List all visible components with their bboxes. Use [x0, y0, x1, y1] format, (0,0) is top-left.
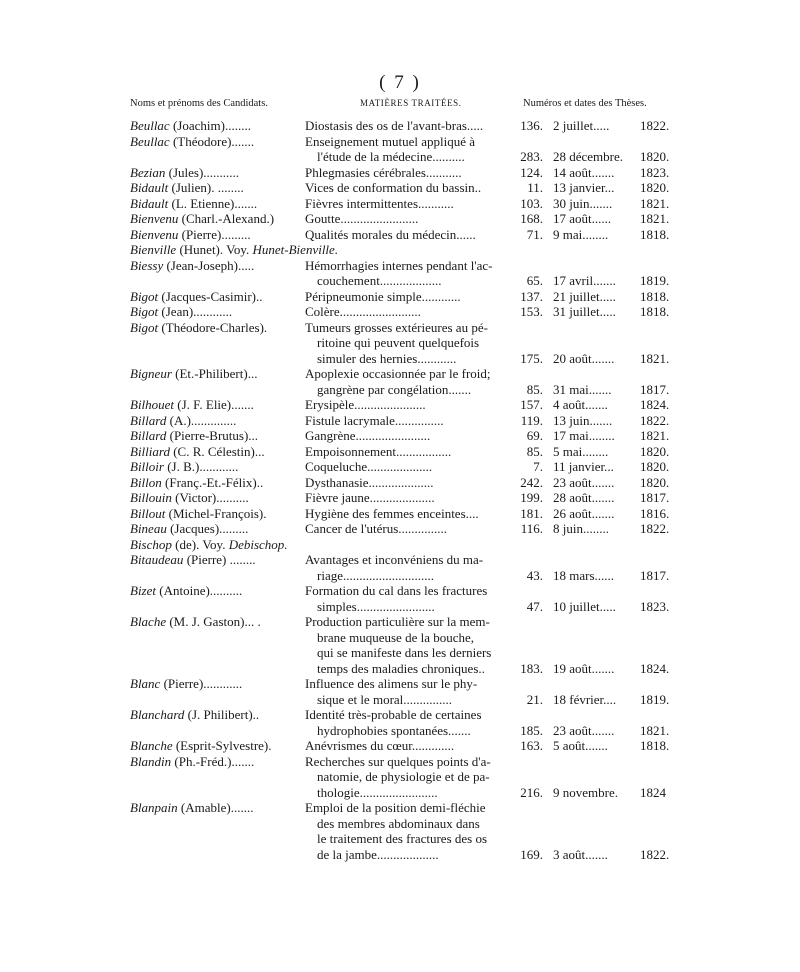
thesis-year: 1819. — [640, 273, 670, 288]
candidate-given-name: (Victor).......... — [171, 490, 249, 505]
subject-line: Péripneumonie simple............ — [305, 288, 461, 304]
candidate-name — [130, 366, 302, 382]
subject-line: Gangrène....................... — [305, 428, 431, 443]
candidate-surname: Bienvenu — [130, 211, 179, 226]
subject-line: Identité très-probable de certaines — [305, 707, 482, 722]
thesis-number: 47. — [526, 598, 543, 614]
candidate-name — [130, 196, 302, 212]
thesis-date: 9 novembre. — [553, 784, 618, 800]
thesis-subject — [305, 134, 513, 165]
thesis-date: 28 décembre. — [553, 149, 624, 164]
subject-line: Production particulière sur la mem- — [305, 614, 490, 629]
candidate-given-name: (C. R. Célestin)... — [169, 443, 265, 459]
thesis-subject — [305, 614, 513, 676]
candidate-surname: Bezian — [130, 164, 166, 180]
subject-line: Goutte........................ — [305, 211, 419, 226]
thesis-entry — [0, 428, 800, 444]
thesis-entry — [0, 227, 800, 243]
subject-line: Qualités morales du médecin...... — [305, 226, 476, 242]
candidate-surname: Blanpain — [130, 800, 178, 815]
thesis-subject — [305, 506, 513, 522]
thesis-subject — [305, 211, 513, 227]
candidate-name — [130, 134, 302, 150]
subject-line: qui se manifeste dans les derniers — [317, 645, 492, 660]
candidate-surname: Blache — [130, 614, 167, 629]
candidate-name — [130, 397, 302, 413]
subject-line: gangrène par congélation....... — [317, 381, 472, 397]
candidate-given-name: (M. J. Gaston)... . — [166, 614, 261, 629]
subject-line: des membres abdominaux dans — [317, 815, 480, 831]
thesis-subject — [305, 459, 513, 475]
thesis-entry — [0, 459, 800, 475]
thesis-year: 1818. — [640, 226, 670, 242]
thesis-date: 9 mai........ — [553, 226, 609, 242]
thesis-subject — [305, 304, 513, 320]
thesis-date: 3 août....... — [553, 846, 608, 862]
candidate-given-name: (Jean-Joseph)..... — [163, 257, 255, 273]
thesis-list — [0, 118, 800, 862]
thesis-year: 1822. — [640, 521, 670, 536]
candidate-name — [130, 459, 302, 475]
thesis-date: 5 août....... — [553, 738, 608, 753]
subject-line: Enseignement mutuel appliqué à — [305, 133, 476, 149]
candidate-given-name: (Esprit-Sylvestre). — [172, 738, 272, 753]
candidate-given-name: (J. F. Elie)....... — [174, 397, 254, 412]
subject-line: le traitement des fractures des os — [317, 831, 488, 846]
candidate-surname: Beullac — [130, 133, 170, 149]
subject-line: Coqueluche.................... — [305, 459, 433, 474]
thesis-number: 124. — [520, 164, 543, 180]
thesis-entry — [0, 552, 800, 583]
candidate-name — [130, 118, 302, 134]
candidate-given-name: (Et.-Philibert)... — [171, 366, 258, 381]
thesis-entry — [0, 118, 800, 134]
thesis-year: 1823. — [640, 164, 670, 180]
thesis-subject — [305, 552, 513, 583]
thesis-date: 31 juillet..... — [553, 304, 616, 319]
candidate-given-name: (Julien). ........ — [168, 180, 244, 195]
candidate-name — [130, 258, 302, 274]
candidate-given-name: (Charl.-Alexand.) — [178, 211, 275, 226]
thesis-subject — [305, 738, 513, 754]
candidate-name — [130, 165, 302, 181]
candidate-surname: Bigot — [130, 319, 159, 335]
thesis-subject — [305, 707, 513, 738]
thesis-year: 1821. — [640, 350, 670, 366]
candidate-name — [130, 800, 302, 816]
candidate-given-name: (Michel-François). — [165, 505, 267, 521]
candidate-name — [130, 444, 302, 460]
candidate-name — [130, 304, 302, 320]
thesis-entry — [0, 475, 800, 491]
candidate-given-name: (L. Etienne)....... — [168, 195, 258, 211]
candidate-name — [130, 754, 302, 770]
thesis-number: 71. — [526, 226, 543, 242]
candidate-surname: Bienvenu — [130, 226, 179, 242]
subject-line: Erysipèle...................... — [305, 397, 426, 412]
candidate-name — [130, 180, 302, 196]
candidate-name — [130, 676, 302, 692]
thesis-date: 11 janvier... — [553, 459, 614, 474]
candidate-surname: Blanchard — [130, 707, 185, 722]
thesis-subject — [305, 521, 513, 537]
thesis-date: 13 juin....... — [553, 412, 613, 428]
thesis-entry — [0, 583, 800, 614]
subject-line: couchement................... — [317, 273, 442, 288]
cross-reference — [0, 537, 800, 553]
subject-line: Apoplexie occasionnée par le froid; — [305, 366, 491, 381]
subject-line: Hémorrhagies internes pendant l'ac- — [305, 257, 493, 273]
subject-line: simples........................ — [317, 598, 435, 614]
candidate-name — [130, 521, 302, 537]
thesis-entry — [0, 366, 800, 397]
candidate-surname: Bidault — [130, 195, 169, 211]
thesis-entry — [0, 196, 800, 212]
thesis-subject — [305, 258, 513, 289]
thesis-year: 1820. — [640, 459, 670, 474]
candidate-surname: Beullac — [130, 118, 170, 133]
thesis-year: 1817. — [640, 381, 670, 397]
thesis-number: 65. — [526, 273, 543, 288]
thesis-year: 1821. — [640, 722, 670, 738]
subject-line: Emploi de la position demi-fléchie — [305, 800, 486, 815]
thesis-entry — [0, 490, 800, 506]
thesis-year: 1817. — [640, 567, 670, 583]
thesis-number: 11. — [527, 180, 543, 195]
subject-line: Recherches sur quelques points d'a- — [305, 753, 491, 769]
candidate-given-name: (Pierre-Brutus)... — [166, 428, 259, 443]
candidate-given-name: (Antoine).......... — [156, 583, 243, 598]
candidate-given-name: (Pierre)......... — [178, 226, 251, 242]
thesis-date: 20 août....... — [553, 350, 615, 366]
candidate-surname: Bidault — [130, 180, 169, 195]
thesis-subject — [305, 475, 513, 491]
candidate-given-name: (Amable)....... — [177, 800, 254, 815]
thesis-subject — [305, 583, 513, 614]
thesis-number: 163. — [520, 738, 543, 753]
thesis-entry — [0, 614, 800, 676]
thesis-date: 31 mai....... — [553, 381, 612, 397]
thesis-subject — [305, 754, 513, 801]
candidate-given-name: (A.).............. — [166, 412, 237, 428]
subject-line: Phlegmasies cérébrales........... — [305, 164, 462, 180]
subject-line: ritoine qui peuvent quelquefois — [317, 335, 480, 350]
subject-line: Avantages et inconvéniens du ma- — [305, 552, 484, 567]
thesis-date: 14 août....... — [553, 164, 615, 180]
thesis-subject — [305, 413, 513, 429]
thesis-year: 1820. — [640, 443, 670, 459]
candidate-name — [130, 552, 302, 568]
candidate-surname: Bineau — [130, 521, 167, 536]
candidate-given-name: (Théodore-Charles). — [158, 319, 268, 335]
subject-line: simuler des hernies............ — [317, 350, 457, 366]
candidate-surname: Billout — [130, 505, 166, 521]
candidate-given-name: (Jacques-Casimir).. — [158, 288, 263, 304]
subject-line: thologie........................ — [317, 784, 438, 800]
thesis-entry — [0, 289, 800, 305]
thesis-year: 1816. — [640, 505, 670, 521]
candidate-surname: Bigot — [130, 304, 159, 319]
candidate-surname: Bizet — [130, 583, 156, 598]
subject-line: Vices de conformation du bassin.. — [305, 180, 482, 195]
column-header-names: Noms et prénoms des Candidats. — [130, 98, 268, 109]
candidate-surname: Billard — [130, 412, 167, 428]
thesis-entry — [0, 521, 800, 537]
candidate-given-name: (Hunet). Voy. — [176, 242, 253, 257]
thesis-subject — [305, 118, 513, 134]
thesis-subject — [305, 227, 513, 243]
thesis-number: 7. — [533, 459, 543, 474]
thesis-number: 216. — [520, 784, 543, 800]
subject-line: Anévrismes du cœur............. — [305, 738, 455, 753]
thesis-year: 1822. — [640, 412, 670, 428]
thesis-entry — [0, 134, 800, 165]
candidate-surname: Blanc — [130, 676, 161, 691]
candidate-surname: Bilhouet — [130, 397, 175, 412]
thesis-entry — [0, 676, 800, 707]
thesis-year: 1820. — [640, 180, 670, 195]
thesis-date: 18 mars...... — [553, 567, 615, 583]
thesis-date: 19 août....... — [553, 660, 615, 676]
candidate-surname: Billard — [130, 428, 167, 443]
subject-line: brane muqueuse de la bouche, — [317, 629, 475, 645]
candidate-surname: Biessy — [130, 257, 164, 273]
candidate-given-name: (J. B.)............ — [163, 459, 239, 474]
thesis-number: 103. — [520, 195, 543, 211]
subject-line: sique et le moral............... — [317, 691, 453, 707]
candidate-name — [130, 506, 302, 522]
thesis-year: 1823. — [640, 598, 670, 614]
candidate-name — [130, 211, 302, 227]
column-header-numbers-dates: Numéros et dates des Thèses. — [523, 98, 647, 109]
candidate-given-name: (de). Voy. — [171, 536, 229, 552]
candidate-given-name: (Jules)........... — [165, 164, 240, 180]
candidate-name — [130, 428, 302, 444]
candidate-given-name: (Jacques)......... — [166, 521, 249, 536]
thesis-number: 181. — [520, 505, 543, 521]
candidate-name — [130, 475, 302, 491]
thesis-date: 30 juin....... — [553, 195, 613, 211]
thesis-number: 168. — [520, 211, 543, 226]
thesis-year: 1821. — [640, 211, 670, 226]
thesis-year: 1824 — [640, 784, 666, 800]
candidate-name — [130, 707, 302, 723]
thesis-date: 28 août....... — [553, 490, 615, 505]
thesis-entry — [0, 320, 800, 367]
thesis-year: 1820. — [640, 474, 670, 490]
thesis-year: 1819. — [640, 691, 670, 707]
subject-line: temps des maladies chroniques.. — [317, 660, 485, 676]
thesis-entry — [0, 258, 800, 289]
cross-reference — [0, 242, 800, 258]
candidate-surname: Bitaudeau — [130, 552, 184, 567]
cross-reference-target: Debischop. — [228, 536, 288, 552]
thesis-year: 1818. — [640, 738, 670, 753]
thesis-date: 2 juillet..... — [553, 118, 610, 133]
thesis-number: 283. — [520, 149, 543, 164]
thesis-date: 17 mai........ — [553, 428, 615, 443]
thesis-number: 21. — [526, 691, 543, 707]
subject-line: Fistule lacrymale............... — [305, 412, 444, 428]
candidate-surname: Blanche — [130, 738, 173, 753]
candidate-given-name: (Franç.-Et.-Félix).. — [161, 474, 264, 490]
thesis-entry — [0, 738, 800, 754]
subject-line: Empoisonnement................. — [305, 443, 452, 459]
thesis-date: 5 mai........ — [553, 443, 609, 459]
thesis-subject — [305, 289, 513, 305]
candidate-surname: Billoir — [130, 459, 164, 474]
thesis-number: 175. — [520, 350, 543, 366]
thesis-entry — [0, 211, 800, 227]
thesis-date: 23 août....... — [553, 722, 615, 738]
column-header-subjects: MATIÈRES TRAITÉES. — [360, 98, 462, 108]
subject-line: Dysthanasie.................... — [305, 474, 434, 490]
page-number: ( 7 ) — [379, 72, 421, 93]
thesis-number: 157. — [520, 397, 543, 412]
thesis-number: 136. — [520, 118, 543, 133]
thesis-date: 21 juillet..... — [553, 288, 616, 304]
candidate-given-name: (Jean)............ — [158, 304, 233, 319]
thesis-date: 13 janvier... — [553, 180, 615, 195]
thesis-subject — [305, 444, 513, 460]
thesis-number: 183. — [520, 660, 543, 676]
thesis-number: 137. — [520, 288, 543, 304]
thesis-subject — [305, 366, 513, 397]
thesis-year: 1818. — [640, 288, 670, 304]
thesis-entry — [0, 413, 800, 429]
subject-line: Colère......................... — [305, 304, 421, 319]
thesis-date: 10 juillet..... — [553, 598, 616, 614]
thesis-entry — [0, 506, 800, 522]
thesis-subject — [305, 800, 513, 862]
candidate-name — [130, 289, 302, 305]
thesis-number: 119. — [520, 412, 543, 428]
candidate-surname: Bigot — [130, 288, 159, 304]
candidate-given-name: (Pierre) ........ — [183, 552, 256, 567]
thesis-number: 85. — [526, 443, 543, 459]
thesis-entry — [0, 800, 800, 862]
thesis-entry — [0, 444, 800, 460]
candidate-given-name: (Théodore)....... — [169, 133, 255, 149]
thesis-subject — [305, 165, 513, 181]
thesis-entry — [0, 397, 800, 413]
thesis-year: 1818. — [640, 304, 670, 319]
candidate-given-name: (Ph.-Fréd.)....... — [171, 753, 255, 769]
thesis-number: 242. — [520, 474, 543, 490]
subject-line: Cancer de l'utérus............... — [305, 521, 448, 536]
thesis-entry — [0, 754, 800, 801]
candidate-surname: Bigneur — [130, 366, 172, 381]
thesis-entry — [0, 707, 800, 738]
thesis-year: 1824. — [640, 660, 670, 676]
thesis-entry — [0, 304, 800, 320]
thesis-number: 153. — [520, 304, 543, 319]
candidate-given-name: (Joachim)........ — [169, 118, 251, 133]
candidate-surname: Billiard — [130, 443, 170, 459]
thesis-number: 169. — [520, 846, 543, 862]
thesis-subject — [305, 428, 513, 444]
thesis-date: 4 août....... — [553, 397, 608, 412]
thesis-subject — [305, 676, 513, 707]
thesis-number: 116. — [520, 521, 543, 536]
candidate-name — [130, 413, 302, 429]
candidate-surname: Bischop — [130, 536, 172, 552]
subject-line: l'étude de la médecine.......... — [317, 149, 465, 164]
thesis-number: 185. — [520, 722, 543, 738]
subject-line: Fièvres intermittentes........... — [305, 195, 454, 211]
candidate-name — [130, 583, 302, 599]
thesis-year: 1821. — [640, 428, 670, 443]
subject-line: natomie, de physiologie et de pa- — [317, 769, 490, 784]
thesis-year: 1824. — [640, 397, 670, 412]
subject-line: Hygiène des femmes enceintes.... — [305, 505, 479, 521]
candidate-given-name: (Pierre)............ — [160, 676, 243, 691]
thesis-year: 1821. — [640, 195, 670, 211]
subject-line: hydrophobies spontanées....... — [317, 722, 471, 738]
thesis-subject — [305, 320, 513, 367]
candidate-given-name: (J. Philibert).. — [184, 707, 260, 722]
thesis-subject — [305, 397, 513, 413]
thesis-subject — [305, 180, 513, 196]
candidate-surname: Bienville — [130, 242, 177, 257]
thesis-date: 26 août....... — [553, 505, 615, 521]
candidate-surname: Blandin — [130, 753, 172, 769]
candidate-name — [130, 614, 302, 630]
thesis-year: 1820. — [640, 149, 670, 164]
candidate-name — [130, 320, 302, 336]
thesis-date: 18 février.... — [553, 691, 617, 707]
thesis-date: 23 août....... — [553, 474, 615, 490]
subject-line: riage............................ — [317, 567, 434, 583]
thesis-date: 17 août...... — [553, 211, 612, 226]
candidate-name — [130, 490, 302, 506]
subject-line: Influence des alimens sur le phy- — [305, 676, 478, 691]
candidate-surname: Billouin — [130, 490, 172, 505]
subject-line: de la jambe................... — [317, 846, 439, 862]
subject-line: Diostasis des os de l'avant-bras..... — [305, 118, 484, 133]
candidate-surname: Billon — [130, 474, 162, 490]
thesis-subject — [305, 196, 513, 212]
subject-line: Tumeurs grosses extérieures au pé- — [305, 319, 488, 335]
thesis-subject — [305, 490, 513, 506]
candidate-name — [130, 227, 302, 243]
cross-reference-target: Hunet-Bienville. — [252, 242, 339, 257]
thesis-year: 1817. — [640, 490, 670, 505]
subject-line: Fièvre jaune.................... — [305, 490, 435, 505]
thesis-entry — [0, 165, 800, 181]
thesis-year: 1822. — [640, 118, 670, 133]
thesis-number: 69. — [526, 428, 543, 443]
thesis-number: 199. — [520, 490, 543, 505]
thesis-date: 8 juin........ — [553, 521, 609, 536]
thesis-entry — [0, 180, 800, 196]
candidate-name — [130, 738, 302, 754]
subject-line: Formation du cal dans les fractures — [305, 583, 488, 598]
thesis-year: 1822. — [640, 846, 670, 862]
thesis-number: 43. — [526, 567, 543, 583]
thesis-number: 85. — [526, 381, 543, 397]
thesis-date: 17 avril....... — [553, 273, 616, 288]
